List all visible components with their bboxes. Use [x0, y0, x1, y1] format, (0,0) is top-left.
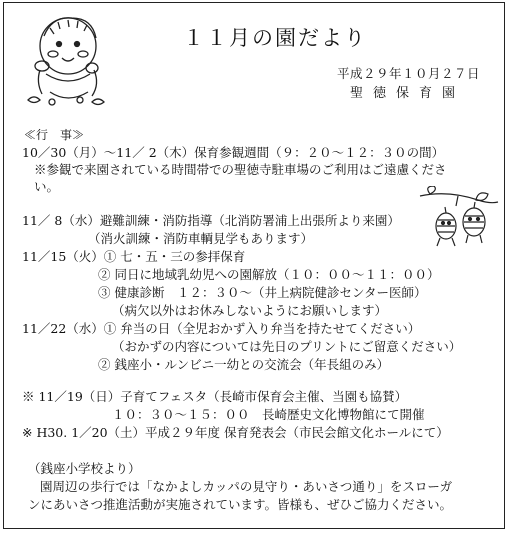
- child-eating-illustration: [22, 8, 110, 108]
- notice-source: （銭座小学校より）: [28, 461, 141, 476]
- event-note: い。: [34, 179, 60, 194]
- event-note: ※参観で来園されている時間帯での聖徳寺駐車場のご利用はご遠慮くださ: [34, 162, 447, 177]
- event-line: 11／15（火）① 七・五・三の参拝保育: [22, 249, 246, 264]
- events-heading: ≪行 事≫: [24, 128, 85, 142]
- autumn-leaves-illustration: [418, 186, 500, 262]
- school-name: 聖徳保育園: [350, 86, 466, 101]
- event-item: ③ 健康診断 １２：３０～（井上病院健診センター医師）: [98, 285, 427, 300]
- event-item: ② 銭座小・ルンビニ一幼との交流会（年長組のみ）: [98, 357, 390, 372]
- issue-date: 平成２９年１０月２７日: [337, 66, 481, 81]
- event-note: （病欠以外はお休みしないようにお願いします）: [112, 303, 388, 318]
- notice-text: ンにあいさつ推進活動が実施されています。皆様も、ぜひご協力ください。: [28, 497, 453, 512]
- event-line: 11／ 8（水）避難訓練・消防指導（北消防署浦上出張所より来園）: [22, 213, 400, 228]
- event-item: ② 同日に地域乳幼児への園解放（１０：００～１１：００）: [98, 267, 440, 282]
- event-line: 10／30（月）～11／ 2（木）保育参観週間（９：２０～１２：３０の間）: [22, 145, 445, 160]
- event-line: ※ 11／19（日）子育てフェスタ（長崎市保育会主催、当園も協賛）: [22, 389, 408, 404]
- event-note: （おかずの内容については先日のプリントにご留意ください）: [112, 339, 462, 354]
- event-line: 11／22（水）① 弁当の日（全児おかず入り弁当を持たせてください）: [22, 321, 421, 336]
- page-title: １１月の園だより: [183, 26, 367, 50]
- event-line: ※ H30. 1／20（土）平成２９年度 保育発表会（市民会館文化ホールにて）: [22, 425, 449, 440]
- notice-text: 園周辺の歩行では「なかよしカッパの見守り・あいさつ通り」をスローガ: [40, 479, 453, 494]
- event-note: １０：３０～１５：００ 長崎歴史文化博物館にて開催: [112, 407, 425, 422]
- event-note: （消火訓練・消防車輌見学もあります）: [88, 231, 314, 246]
